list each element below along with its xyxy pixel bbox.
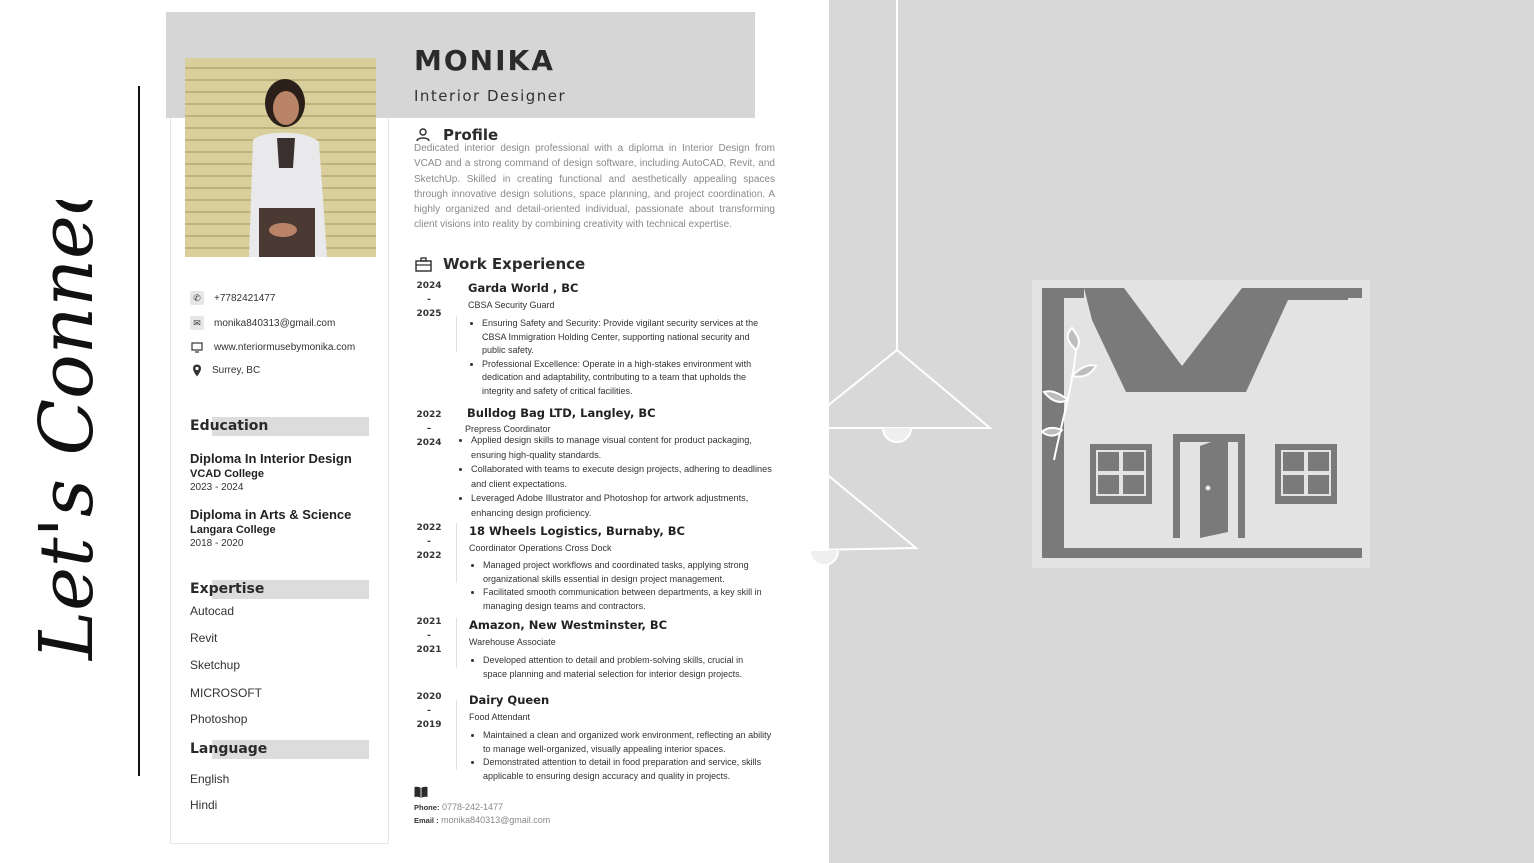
profile-photo — [185, 58, 376, 257]
list-item: • Facilitated smooth communication between departments, a key skill in managing design teams and contractors. — [483, 586, 779, 613]
job-1-bullets — [468, 317, 768, 399]
job-5-years: 2020 - 2019 — [416, 692, 442, 730]
expertise-item: Photoshop — [190, 712, 248, 726]
job-2-title: Prepress Coordinator — [465, 424, 551, 434]
footer-email[interactable] — [414, 815, 550, 825]
list-item: • Ensuring Safety and Security: Provide vigilant security services at the CBSA Immigration Holding Center, supporting national security and public safety. — [482, 317, 768, 358]
job-3-years: 2022 - 2022 — [416, 523, 442, 561]
job-2-years: 2022 – 2024 — [416, 410, 442, 448]
contact-email[interactable] — [190, 316, 335, 330]
expertise-item: Autocad — [190, 604, 235, 618]
expertise-heading: Expertise — [190, 580, 369, 599]
contact-email-text: monika840313@gmail.com — [214, 317, 336, 329]
timeline-line — [456, 523, 457, 583]
list-item: • Leveraged Adobe Illustrator and Photoshop for artwork adjustments, enhancing design proficiency. — [471, 491, 782, 520]
list-item: • Applied design skills to manage visual content for product packaging, ensuring high-quality standards. — [471, 433, 782, 462]
map-pin-icon — [190, 363, 204, 377]
list-item: • Maintained a clean and organized work environment, reflecting an ability to manage well-organized, visually appealing interior spaces. — [483, 729, 779, 756]
monitor-icon — [190, 340, 204, 354]
expertise-item: Revit — [190, 631, 218, 645]
job-4-company: Amazon, New Westminster, BC — [469, 618, 668, 632]
list-item: • Managed project workflows and coordinated tasks, applying strong organizational skills essential in design project management. — [483, 559, 779, 586]
timeline-line — [456, 700, 457, 770]
profile-summary: Dedicated interior design professional with a diploma in Interior Design from VCAD and a strong command of design software, including AutoCAD, Revit, and SketchUp. Skilled in creating functional and aesthetically appealing spaces through innovative design solutions, space planning, and project coordination. A highly organized and detail-oriented individual, passionate about transforming client visions into reality by combining creativity with technical expertise. — [414, 143, 775, 231]
open-book-icon — [414, 786, 428, 798]
education-2-school: Langara College — [190, 524, 276, 536]
footer-email-text: monika840313@gmail.com — [441, 815, 551, 825]
contact-phone[interactable] — [190, 291, 275, 305]
footer-phone-label: Phone: — [414, 803, 440, 812]
language-heading: Language — [190, 740, 369, 759]
education-heading: Education — [190, 417, 369, 436]
job-4-title: Warehouse Associate — [469, 637, 556, 647]
education-2-title: Diploma in Arts & Science — [190, 507, 352, 522]
job-1-company: Garda World , BC — [468, 281, 579, 295]
footer-phone-text: 0778-242-1477 — [441, 802, 503, 812]
work-experience-heading: Work Experience — [414, 255, 585, 273]
vertical-divider — [138, 86, 140, 776]
job-4-years: 2021 - 2021 — [416, 617, 442, 655]
contact-location — [190, 363, 260, 377]
expertise-item: Sketchup — [190, 658, 241, 672]
lets-connect-text: Let's Connect — [24, 200, 110, 660]
list-item: • Professional Excellence: Operate in a high-stakes environment with dedication and adaptability, contributing to a team that upholds the integrity and safety of critical facilities. — [482, 358, 768, 399]
list-item: • Demonstrated attention to detail in food preparation and service, skills applicable to ensuring design accuracy and quality in projects. — [483, 756, 779, 783]
list-item: • Collaborated with teams to execute design projects, adhering to deadlines and client expectations. — [471, 462, 782, 491]
education-1-years: 2023 - 2024 — [190, 482, 244, 493]
job-5-title: Food Attendant — [469, 712, 531, 722]
education-1-school: VCAD College — [190, 468, 264, 480]
job-3-bullets — [469, 559, 779, 613]
language-item: English — [190, 772, 230, 786]
education-2-years: 2018 - 2020 — [190, 538, 244, 549]
job-3-title: Coordinator Operations Cross Dock — [469, 543, 612, 553]
envelope-icon: ✉ — [190, 316, 204, 330]
contact-location-text: Surrey, BC — [212, 364, 261, 376]
job-2-company: Bulldog Bag LTD, Langley, BC — [467, 406, 656, 420]
job-5-bullets — [469, 729, 779, 783]
job-5-company: Dairy Queen — [469, 693, 550, 707]
list-item: • Developed attention to detail and problem-solving skills, crucial in space planning and material selection for interior design projects. — [483, 654, 769, 681]
candidate-name: MONIKA — [414, 44, 555, 77]
lets-connect-heading — [20, 200, 120, 680]
timeline-line — [456, 618, 457, 668]
job-3-company: 18 Wheels Logistics, Burnaby, BC — [469, 524, 685, 538]
profile-heading: Profile — [414, 126, 498, 144]
contact-phone-text: +7782421477 — [214, 292, 276, 304]
education-1-title: Diploma In Interior Design — [190, 451, 352, 466]
contact-website[interactable] — [190, 340, 355, 354]
job-2-bullets — [457, 433, 782, 520]
footer-phone[interactable] — [414, 802, 503, 812]
expertise-item: MICROSOFT — [190, 686, 262, 700]
contact-website-text: www.nteriormusebymonika.com — [214, 341, 356, 353]
timeline-line — [456, 316, 457, 352]
footer-email-label: Email : — [414, 816, 439, 825]
phone-icon: ✆ — [190, 291, 204, 305]
briefcase-icon — [414, 256, 432, 272]
house-logo — [1032, 280, 1370, 568]
candidate-role: Interior Designer — [414, 87, 567, 105]
job-1-title: CBSA Security Guard — [468, 300, 555, 310]
job-4-bullets — [469, 654, 769, 681]
language-item: Hindi — [190, 798, 218, 812]
job-1-years: 2024 - 2025 — [416, 281, 442, 319]
